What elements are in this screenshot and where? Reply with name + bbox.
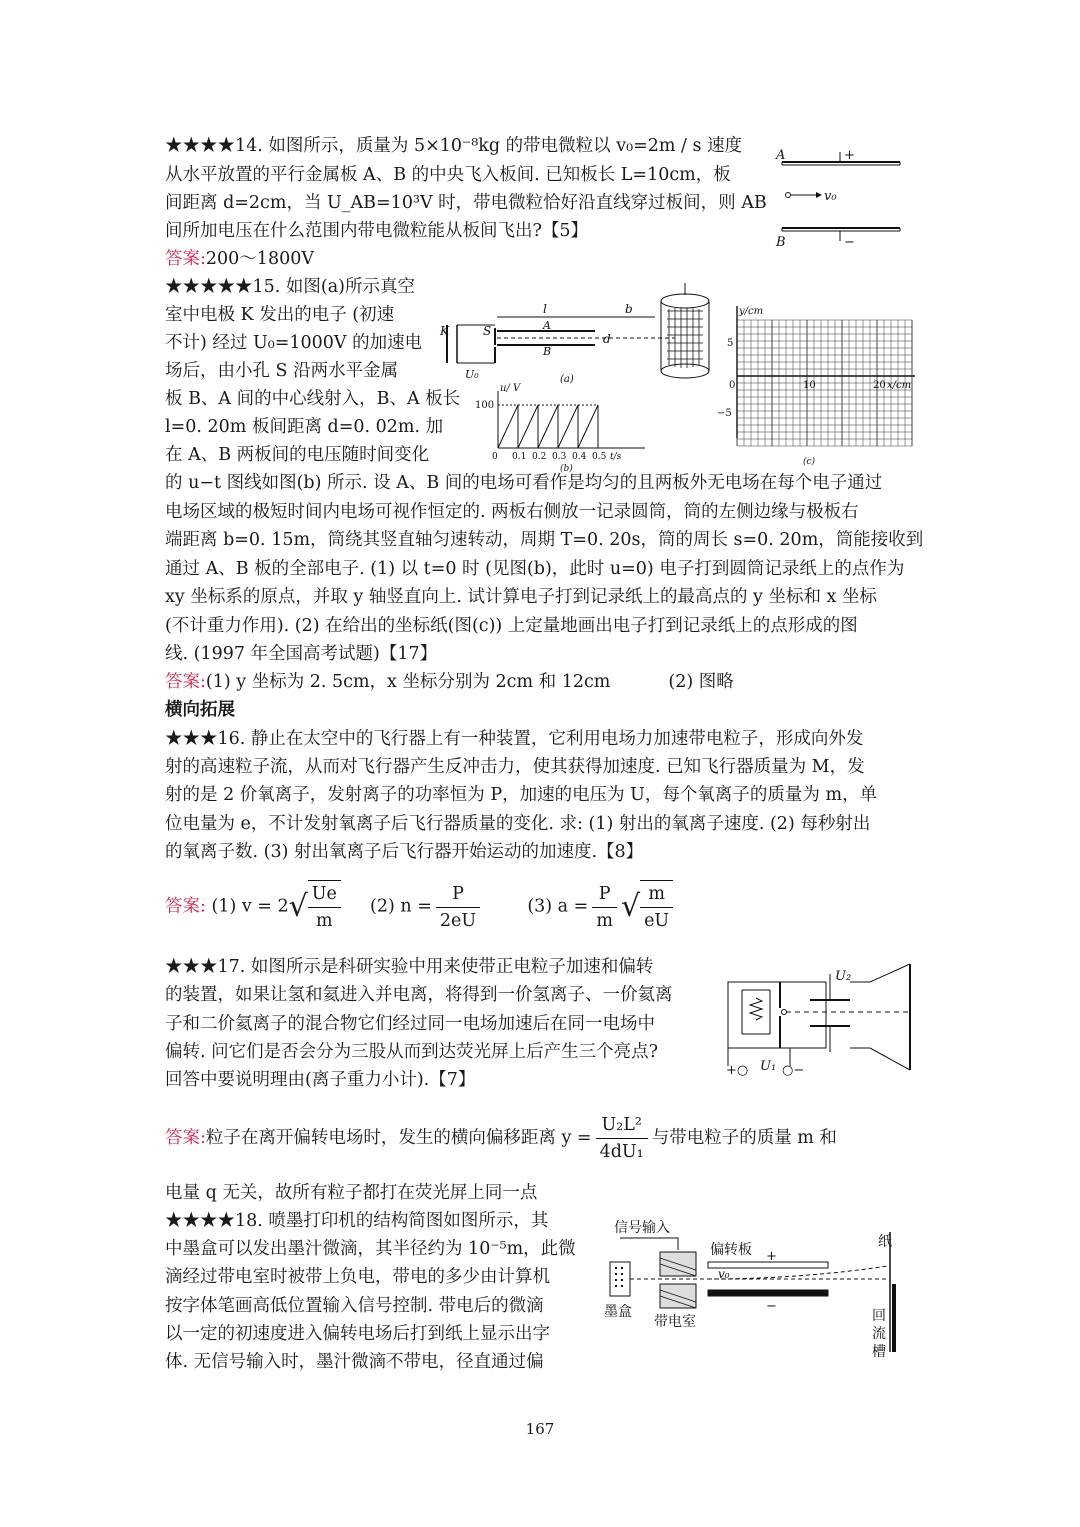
grid <box>737 320 912 446</box>
recording-drum <box>661 283 709 378</box>
q15-line-13: (不计重力作用). (2) 在给出的坐标纸(图(c)) 上定量地画出电子打到记录纸上的点形成的图 <box>165 616 858 636</box>
q17-line-5: 回答中要说明理由(离子重力小计).【7】 <box>165 1070 476 1090</box>
tick-y-5: 5 <box>727 338 734 349</box>
q15-figure-a <box>435 283 725 388</box>
q15-line-11: 通过 A、B 板的全部电子. (1) 以 t=0 时 (见图(b)，此时 u=0) 电子打到圆筒记录纸上的点作为 <box>165 559 905 579</box>
caption-c: (c) <box>803 457 816 467</box>
q15-line-5: 板 B、A 间的中心线射入，B、A 板长 <box>165 389 461 409</box>
answer-label: 答案: <box>165 249 206 269</box>
q16-line-3: 射的是 2 价氧离子，发射离子的功率恒为 P，加速的电压为 U，每个氧离子的质量为 m，单 <box>165 785 878 805</box>
label-k: K <box>440 324 449 338</box>
lower-plate <box>708 1290 828 1296</box>
q15-line-4: 场后，由小孔 S 沿两水平金属 <box>165 361 399 381</box>
q15-line-7: 在 A、B 两板间的电压随时间变化 <box>165 445 430 465</box>
label-u2: U₂ <box>835 969 852 984</box>
tick-y-neg5: −5 <box>717 408 732 419</box>
q17-answer-continued: 电量 q 无关，故所有粒子都打在荧光屏上同一点 <box>165 1183 538 1203</box>
q17-frac-num: U₂L² <box>596 1112 648 1139</box>
q15-line-6: l=0. 20m 板间距离 d=0. 02m. 加 <box>165 417 444 437</box>
q17-line-1: ★★★17. 如图所示是科研实验中用来使带正电粒子加速和偏转 <box>165 957 654 977</box>
label-a: A <box>543 319 551 332</box>
q15-line-10: 端距离 b=0. 15m，筒绕其竖直轴匀速转动，周期 T=0. 20s，筒的周长 s=0. 20m，筒能接收到 <box>165 530 924 550</box>
tick-0-1: 0.1 <box>512 452 527 462</box>
label-trough-3: 槽 <box>872 1344 886 1360</box>
q18-line-6: 体. 无信号输入时，墨汁微滴不带电，径直通过偏 <box>165 1352 544 1372</box>
axis-u-label: u/ V <box>500 383 521 394</box>
q14-line-3: 间距离 d=2cm，当 U_AB=10³V 时，带电微粒恰好沿直线穿过板间，则 AB <box>165 193 767 213</box>
q18-line-2: 中墨盒可以发出墨汁微滴，其半径约为 10⁻⁵m，此微 <box>165 1239 576 1259</box>
q15-answer: (1) y 坐标为 2. 5cm，x 坐标分别为 2cm 和 12cm <box>205 672 611 692</box>
q18-line-1: ★★★★18. 喷墨打印机的结构简图如图所示，其 <box>165 1211 549 1231</box>
label-u0: U₀ <box>465 368 479 381</box>
label-v0: v₀ <box>824 189 837 204</box>
label-d: d <box>603 332 611 346</box>
q17-line-3: 子和二价氦离子的混合物它们经过同一电场加速后在同一电场中 <box>165 1014 655 1034</box>
tick-100: 100 <box>475 400 495 411</box>
q16-a1-prefix: (1) v = 2 <box>211 896 289 917</box>
q16-a2-prefix: (2) n = <box>370 896 432 917</box>
label-ink-box: 墨盒 <box>604 1304 632 1320</box>
label-b-distance: b <box>625 302 633 316</box>
q16-a3-prefix: (3) a = <box>527 896 589 917</box>
label-minus: − <box>844 235 855 250</box>
q16-line-2: 射的高速粒子流，从而对飞行器产生反冲击力，使其获得加速度. 已知飞行器质量为 M，发 <box>165 757 865 777</box>
label-plus: + <box>844 148 855 163</box>
tick-0-5: 0.5 <box>592 452 607 462</box>
q17-answer-suffix: 与带电粒子的质量 m 和 <box>651 1128 837 1148</box>
answer-label: 答案: <box>165 1128 206 1148</box>
label-signal-input: 信号输入 <box>614 1220 670 1236</box>
answer-label: 答案: <box>165 896 206 917</box>
q16-a2-num: P <box>436 881 480 908</box>
q18-line-5: 以一定的初速度进入偏转电场后打到纸上显示出字 <box>165 1324 550 1344</box>
label-a: A <box>776 148 786 163</box>
q14-line-1: ★★★★14. 如图所示，质量为 5×10⁻⁸kg 的带电微粒以 v₀=2m / s 速度 <box>165 136 743 156</box>
tick-y-0: 0 <box>729 380 736 391</box>
q15-line-14: 线. (1997 年全国高考试题)【17】 <box>165 644 438 664</box>
axis-y-label: y/cm <box>739 306 764 317</box>
q16-line-1: ★★★16. 静止在太空中的飞行器上有一种装置，它利用电场力加速带电粒子，形成向外发 <box>165 729 864 749</box>
tick-0-3: 0.3 <box>552 452 567 462</box>
label-plus: + <box>766 1249 777 1264</box>
tick-0-2: 0.2 <box>532 452 547 462</box>
q15-answer-row <box>165 670 734 694</box>
q15-figure-b <box>470 383 650 473</box>
tick-0: 0 <box>492 452 498 462</box>
q16-line-4: 位电量为 e，不计发射氧离子后飞行器质量的变化. 求: (1) 射出的氧离子速度. (2) 每秒射出 <box>165 814 871 834</box>
svg-text:○−: ○− <box>782 1063 805 1078</box>
q16-a3-den1: m <box>596 910 613 931</box>
q16-a3-num2: m <box>640 881 673 908</box>
label-trough-1: 回 <box>872 1308 886 1324</box>
q16-a1-num: Ue <box>308 881 341 908</box>
tick-x-20: 20 <box>873 380 886 391</box>
q17-answer-row <box>165 1112 837 1165</box>
q15-answer-2: (2) 图略 <box>668 672 734 692</box>
page-number: 167 <box>525 1420 555 1438</box>
label-u1: U₁ <box>760 1059 777 1074</box>
label-trough-2: 流 <box>872 1326 886 1342</box>
q14-answer: 200～1800V <box>205 249 314 269</box>
caption-a: (a) <box>560 374 574 385</box>
q15-line-8: 的 u−t 图线如图(b) 所示. 设 A、B 间的电场可看作是均匀的且两板外无电场在每个电子通过 <box>165 473 883 493</box>
q18-figure <box>600 1212 912 1362</box>
q14-line-2: 从水平放置的平行金属板 A、B 的中央飞入板间. 已知板长 L=10cm，板 <box>165 165 731 185</box>
q17-answer-prefix: 粒子在离开偏转电场时，发生的横向偏移距离 y = <box>205 1128 592 1148</box>
label-minus: − <box>766 1299 777 1314</box>
axis-x-label: x/cm <box>887 380 912 391</box>
answer-label: 答案: <box>165 672 206 692</box>
q14-line-4: 间所加电压在什么范围内带电微粒能从板间飞出?【5】 <box>165 221 589 241</box>
q16-line-5: 的氧离子数. (3) 射出氧离子后飞行器开始运动的加速度.【8】 <box>165 842 644 862</box>
label-v0: v₀ <box>718 1267 730 1281</box>
q17-line-4: 偏转. 问它们是否会分为三股从而到达荧光屏上后产生三个亮点? <box>165 1042 659 1062</box>
tick-x-10: 10 <box>803 380 816 391</box>
sawtooth-line <box>498 405 598 448</box>
q14-figure <box>770 142 910 250</box>
label-charge-chamber: 带电室 <box>654 1314 696 1330</box>
q16-answer-row: 答案: (1) v = 2√ $\frac{Ue}{m}$ (2) n = $\frac{P}{2eU}$ (3) a = $\frac{P}{m}$ √ $\frac{m}{eU}$ <box>165 880 677 934</box>
q16-a3-den2: eU <box>644 911 670 931</box>
label-b: B <box>776 235 786 250</box>
q18-line-3: 滴经过带电室时被带上负电，带电的多少由计算机 <box>165 1267 550 1287</box>
q17-frac-den: 4dU₁ <box>599 1142 644 1162</box>
q15-line-9: 电场区域的极短时间内电场可视作恒定的. 两板右侧放一记录圆筒，筒的左侧边缘与极板右 <box>165 502 859 522</box>
q16-a3-num1: P <box>592 881 617 908</box>
q15-figure-c <box>705 298 920 470</box>
q17-figure <box>720 960 920 1078</box>
section-heading: 横向拓展 <box>165 700 235 720</box>
label-paper: 纸 <box>878 1234 892 1250</box>
label-s: S <box>483 324 492 338</box>
q17-line-2: 的装置，如果让氢和氦进入并电离，将得到一价氢离子、一价氦离 <box>165 985 673 1005</box>
caption-b: (b) <box>560 464 573 473</box>
label-l: l <box>543 302 547 316</box>
q15-line-12: xy 坐标系的原点，并取 y 轴竖直向上. 试计算电子打到记录纸上的最高点的 y 坐标和 x 坐标 <box>165 587 877 607</box>
tick-0-4: 0.4 <box>572 452 587 462</box>
svg-text:+○: +○ <box>726 1063 749 1078</box>
q15-line-3: 不计) 经过 U₀=1000V 的加速电 <box>165 333 423 353</box>
q15-line-1: ★★★★★15. 如图(a)所示真空 <box>165 277 415 297</box>
axis-t-label: t/s <box>610 452 622 462</box>
q16-a1-den: m <box>316 911 333 931</box>
ink-cartridge <box>610 1262 630 1296</box>
label-deflection-plate: 偏转板 <box>710 1242 752 1258</box>
label-b: B <box>543 345 552 358</box>
q15-line-2: 室中电极 K 发出的电子 (初速 <box>165 305 395 325</box>
q16-a2-den: 2eU <box>439 910 477 931</box>
q14-answer-row <box>165 247 314 271</box>
q18-line-4: 按字体笔画高低位置输入信号控制. 带电后的微滴 <box>165 1296 544 1316</box>
